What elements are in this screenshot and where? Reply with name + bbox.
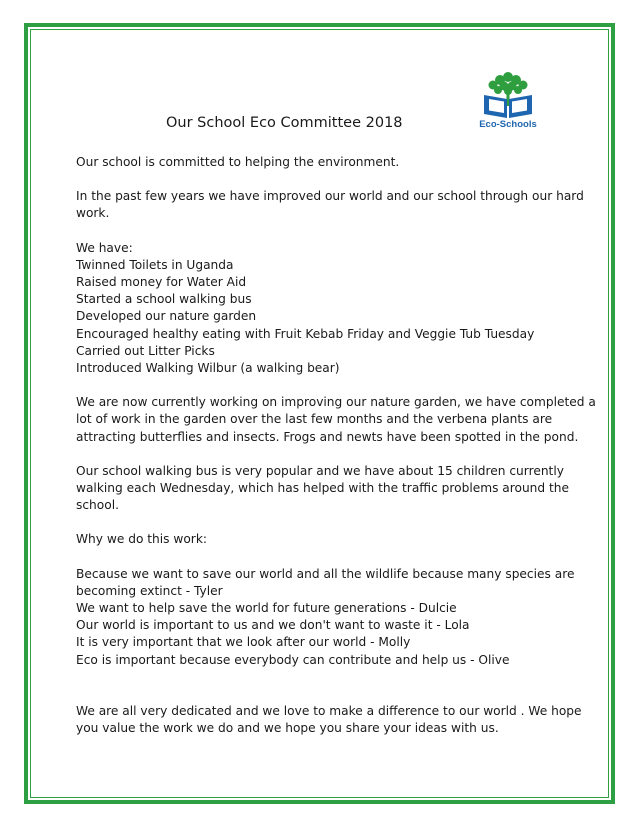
quote-line: It is very important that we look after our world - Molly xyxy=(76,635,411,650)
past-years-paragraph xyxy=(76,188,584,222)
achievement-item: Twinned Toilets in Uganda xyxy=(76,257,234,272)
quote-line: We want to help save the world for future generations - Dulcie xyxy=(76,601,457,616)
document-title: Our School Eco Committee 2018 xyxy=(166,115,403,131)
walking-bus-line: Our school walking bus is very popular and we have about 15 children currently xyxy=(76,463,564,478)
nature-garden-line: lot of work in the garden over the last few months and the verbena plants are xyxy=(76,412,553,427)
closing-line: We are all very dedicated and we love to make a difference to our world . We hope xyxy=(76,703,582,718)
quote-line: Our world is important to us and we don't want to waste it - Lola xyxy=(76,618,470,633)
past-years-line: In the past few years we have improved our world and our school through our hard xyxy=(76,189,584,204)
why-heading-paragraph xyxy=(76,531,576,548)
logo-caption: Eco-Schools xyxy=(479,119,537,130)
quote-line: Because we want to save our world and all the wildlife because many species are xyxy=(76,566,575,581)
achievement-item: Started a school walking bus xyxy=(76,292,252,307)
closing-paragraph xyxy=(76,703,582,737)
intro-paragraph xyxy=(76,154,576,171)
achievement-item: Encouraged healthy eating with Fruit Kebab Friday and Veggie Tub Tuesday xyxy=(76,326,535,341)
achievement-item: Introduced Walking Wilbur (a walking bear) xyxy=(76,361,340,376)
achievement-item: Developed our nature garden xyxy=(76,309,257,324)
nature-garden-line: We are now currently working on improving our nature garden, we have completed a xyxy=(76,395,596,410)
walking-bus-paragraph xyxy=(76,463,576,515)
why-heading: Why we do this work: xyxy=(76,532,207,547)
quote-line: becoming extinct - Tyler xyxy=(76,583,223,598)
achievement-item: Carried out Litter Picks xyxy=(76,343,215,358)
achievement-item: Raised money for Water Aid xyxy=(76,275,247,290)
achievements-section xyxy=(76,240,576,378)
quotes-section xyxy=(76,566,576,669)
we-have-heading: We have: xyxy=(76,240,133,255)
tree-book-icon xyxy=(478,68,538,120)
closing-line: you value the work we do and we hope you share your ideas with us. xyxy=(76,721,499,736)
eco-schools-logo xyxy=(478,68,538,134)
walking-bus-line: school. xyxy=(76,498,119,513)
quote-line: Eco is important because everybody can contribute and help us - Olive xyxy=(76,652,510,667)
nature-garden-paragraph xyxy=(76,394,596,446)
intro-line: Our school is committed to helping the environment. xyxy=(76,155,400,169)
document-body xyxy=(76,154,596,754)
nature-garden-line: attracting butterflies and insects. Frogs and newts have been spotted in the pond. xyxy=(76,429,579,444)
walking-bus-line: walking each Wednesday, which has helped with the traffic problems around the xyxy=(76,481,570,496)
past-years-line: work. xyxy=(76,206,110,221)
